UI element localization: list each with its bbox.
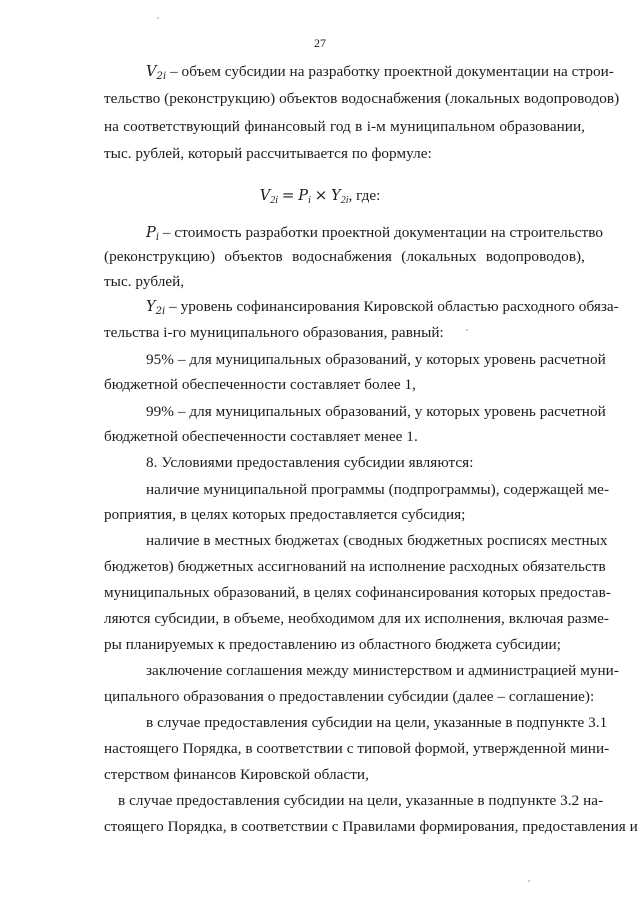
paragraph-v2i-line-1: $V_{2i}$ – объем субсидии на разработку проектной документации на строи- (146, 63, 614, 82)
condition-2-line-1: наличие в местных бюджетах (сводных бюджетных росписях местных (146, 532, 608, 549)
variable-y2i: $Y_{2i}$ (146, 299, 166, 317)
condition-2-line-3: муниципальных образований, в целях софинансирования которых предостав- (104, 584, 611, 601)
paragraph-99-line-1: 99% – для муниципальных образований, у которых уровень расчетной (146, 403, 606, 420)
section-8-heading: 8. Условиями предоставления субсидии являются: (146, 454, 474, 471)
formula: $V_{2i} = P_i \times Y_{2i}$, где: (259, 186, 381, 206)
condition-2-line-2: бюджетов) бюджетных ассигнований на исполнение расходных обязательств (104, 558, 606, 575)
condition-2-line-4: ляются субсидии, в объеме, необходимом для их исполнения, включая разме- (104, 610, 610, 627)
case-3-1-line-2: настоящего Порядка, в соответствии с типовой формой, утвержденной мини- (104, 740, 610, 757)
paragraph-pi-line-2: (реконструкцию) объектов водоснабжения (локальных водопроводов), (104, 248, 585, 265)
case-3-2-line-2: стоящего Порядка, в соответствии с Правилами формирования, предоставления и (104, 818, 638, 835)
condition-3-line-2: ципального образования о предоставлении субсидии (далее – соглашение): (104, 688, 595, 705)
paragraph-y2i-line-2: тельства i-го муниципального образования, равный: (104, 324, 444, 341)
condition-1-line-1: наличие муниципальной программы (подпрограммы), содержащей ме- (146, 481, 610, 498)
case-3-1-line-3: стерством финансов Кировской области, (104, 766, 369, 783)
case-3-1-line-1: в случае предоставления субсидии на цели, указанные в подпункте 3.1 (146, 714, 608, 731)
paragraph-95-line-2: бюджетной обеспеченности составляет более 1, (104, 376, 417, 393)
variable-pi: $P_i$ (146, 225, 160, 243)
scan-speck (157, 17, 159, 19)
page-number: 27 (314, 36, 326, 50)
paragraph-v2i-line-2: тельство (реконструкцию) объектов водоснабжения (локальных водопроводов) (104, 90, 620, 107)
scan-speck (528, 880, 530, 882)
paragraph-pi-line-3: тыс. рублей, (104, 273, 185, 290)
variable-v2i: $V_{2i}$ (146, 64, 167, 82)
condition-1-line-2: роприятия, в целях которых предоставляется субсидия; (104, 506, 466, 523)
scan-speck (466, 329, 468, 331)
paragraph-95-line-1: 95% – для муниципальных образований, у которых уровень расчетной (146, 351, 606, 368)
paragraph-v2i-line-3: на соответствующий финансовый год в i-м муниципальном образовании, (104, 118, 585, 135)
paragraph-v2i-line-4: тыс. рублей, который рассчитывается по формуле: (104, 145, 432, 162)
condition-2-line-5: ры планируемых к предоставлению из областного бюджета субсидии; (104, 636, 561, 653)
condition-3-line-1: заключение соглашения между министерством и администрацией муни- (146, 662, 619, 679)
paragraph-99-line-2: бюджетной обеспеченности составляет менее 1. (104, 428, 418, 445)
paragraph-y2i-line-1: $Y_{2i}$ – уровень софинансирования Кировской областью расходного обяза- (146, 298, 619, 317)
case-3-2-line-1: в случае предоставления субсидии на цели, указанные в подпункте 3.2 на- (118, 792, 604, 809)
paragraph-pi-line-1: $P_i$ – стоимость разработки проектной документации на строительство (146, 224, 603, 243)
